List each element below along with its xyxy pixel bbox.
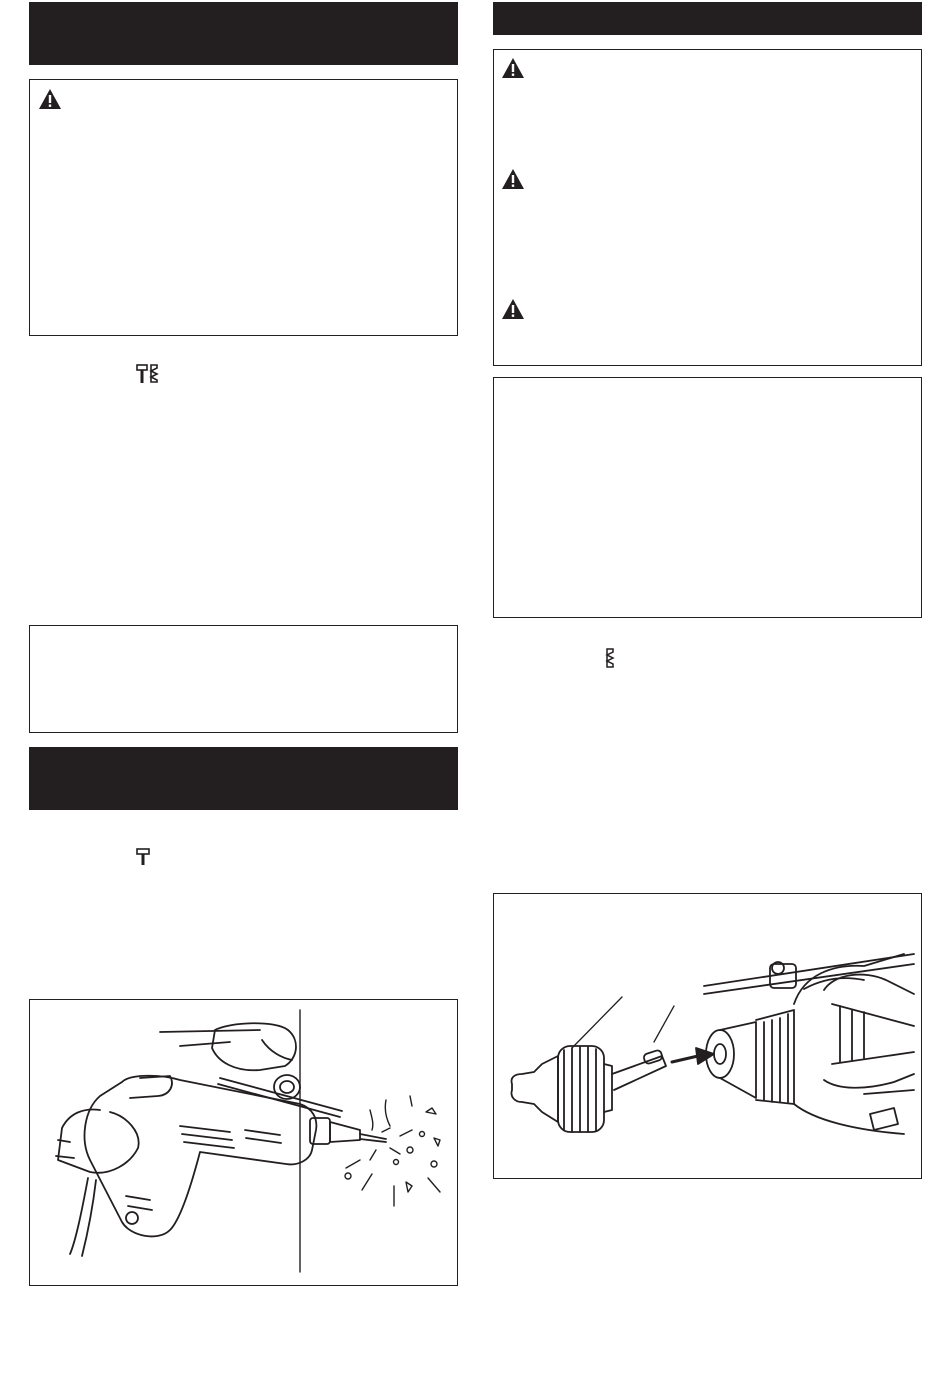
- warning-triangle-icon: [38, 88, 62, 110]
- warning-triangle-icon: [501, 298, 525, 320]
- section-header-bar-3: [493, 2, 922, 35]
- warning-triangle-icon: [501, 168, 525, 190]
- figure-chuck-frame: [493, 893, 922, 1179]
- hammer-mode-icon: [136, 848, 150, 866]
- drill-mode-icon: [605, 648, 615, 668]
- section-header-bar-2: [29, 747, 458, 810]
- note-box-2: [493, 377, 922, 618]
- note-box-1: [29, 625, 458, 733]
- figure-chiseling-frame: [29, 999, 458, 1286]
- chiseling-illustration: [30, 1000, 456, 1284]
- warning-box-2: [493, 49, 922, 366]
- drill-chuck-illustration: [494, 894, 920, 1177]
- warning-box-1: [29, 79, 458, 336]
- hammer-and-drill-mode-icon: [136, 363, 160, 385]
- section-header-bar-1: [29, 2, 458, 65]
- warning-triangle-icon: [501, 57, 525, 79]
